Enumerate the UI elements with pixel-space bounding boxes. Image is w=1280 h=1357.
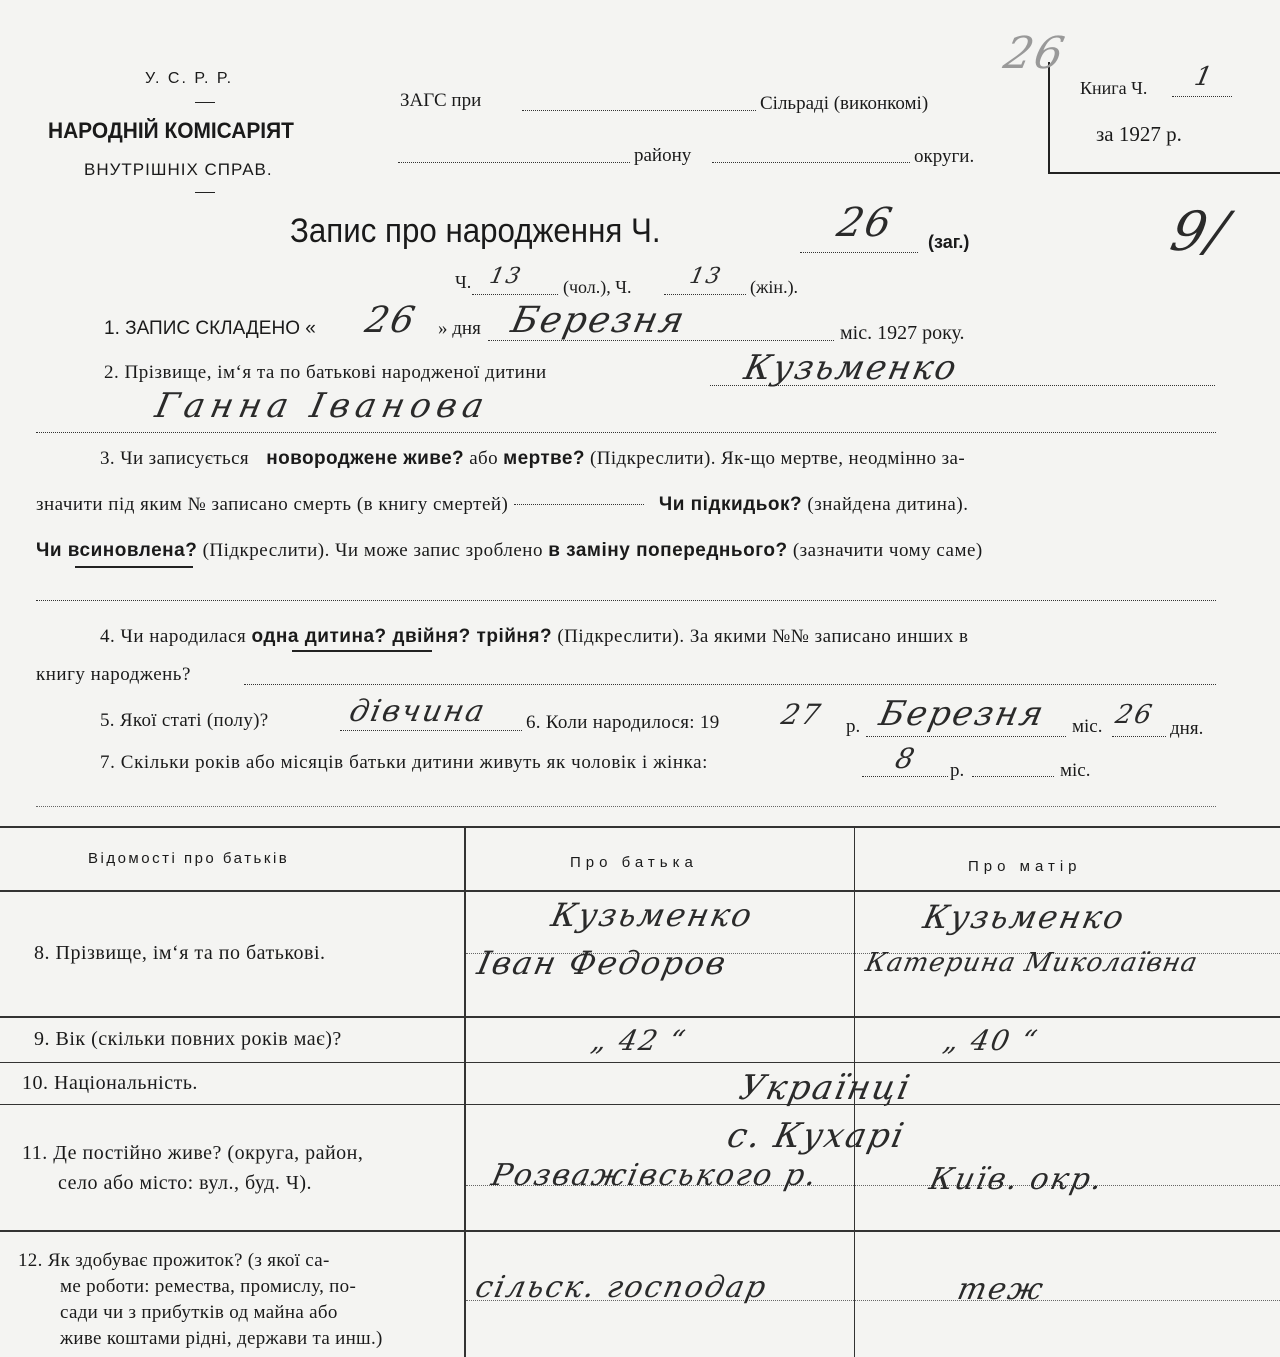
item5-blank — [340, 730, 522, 731]
row12-mother: теж — [954, 1272, 1049, 1307]
male-blank — [472, 294, 558, 295]
item3-blank — [514, 504, 644, 505]
item7-label: 7. Скільки років або місяців батьки дитини живуть як чоловік і жінка: — [100, 752, 709, 773]
row9-mother-age: „ 40 “ — [940, 1024, 1042, 1057]
table-row-border — [0, 1104, 1280, 1105]
row11-district: Розважівського р. — [488, 1158, 822, 1193]
item3-reason-blank — [36, 600, 1216, 601]
item2-name: Ганна Іванова — [151, 386, 494, 426]
zags-blank — [522, 110, 756, 111]
item6-day-blank — [1112, 736, 1166, 737]
male-number: 13 — [487, 264, 525, 289]
female-label: (жін.). — [750, 277, 799, 297]
item3-text: 3. Чи записується — [100, 448, 250, 469]
district-blank — [398, 162, 630, 163]
row8-mother-surname: Кузьменко — [919, 898, 1130, 936]
district-label: району — [634, 145, 692, 166]
table-row-border — [0, 1230, 1280, 1232]
okrug-label: округи. — [914, 146, 975, 167]
item1-prefix: 1. ЗАПИС СКЛАДЕНО « — [104, 318, 316, 339]
col-header-father: Про батька — [570, 854, 698, 871]
commissariat-title: НАРОДНІЙ КОМІСАРІЯТ — [48, 118, 294, 143]
row11-okrug: Київ. окр. — [926, 1162, 1108, 1197]
item3-dead: мертве? — [503, 448, 585, 469]
item5-label: 5. Якої статі (полу)? — [100, 710, 269, 731]
item6-r: р. — [846, 716, 861, 737]
row10-label: 10. Національність. — [22, 1072, 198, 1094]
divider — [195, 192, 215, 193]
item2-name-blank — [36, 432, 1216, 433]
item3-text: значити під яким № записано смерть (в книгу смертей) — [36, 494, 509, 515]
divider — [195, 102, 215, 103]
item4-text: (Підкреслити). За якими №№ записано инших в — [557, 626, 969, 647]
row12-label: 12. Як здобуває прожиток? (з якої са- — [18, 1250, 330, 1271]
zags-suffix: Сільраді (виконкомі) — [760, 93, 929, 114]
record-suffix: (заг.) — [928, 232, 970, 252]
item4-options: одна дитина? двійня? трійня? — [251, 626, 553, 647]
item7-months-blank — [972, 776, 1054, 777]
row10-value: Українці — [735, 1068, 916, 1108]
year-label: за 1927 р. — [1096, 122, 1182, 146]
female-number: 13 — [687, 264, 725, 289]
row12-label: живе коштами рідні, держави та инш.) — [60, 1328, 383, 1349]
item3-text: (зазначити чому саме) — [792, 540, 983, 561]
row11-label: 11. Де постійно живе? (округа, район, — [22, 1142, 364, 1164]
item1-day: 26 — [361, 300, 421, 341]
item1-suffix: міс. 1927 року. — [840, 322, 965, 344]
adopted-underline — [75, 566, 193, 568]
item4-text: книгу народжень? — [36, 664, 191, 685]
zags-prefix: ЗАГС при — [400, 90, 482, 111]
row8-father-name: Іван Федоров — [473, 944, 732, 982]
row11-village: с. Кухарі — [723, 1116, 910, 1156]
record-number-blank — [800, 252, 918, 253]
table-col-divider — [464, 826, 466, 1357]
item6-year: 27 — [778, 698, 826, 731]
col-header-mother: Про матір — [968, 858, 1082, 875]
single-underline — [292, 650, 432, 652]
male-prefix: Ч. — [455, 272, 472, 292]
okrug-blank — [712, 162, 910, 163]
book-box-border — [1048, 172, 1280, 174]
item6-mis: міс. — [1072, 716, 1103, 737]
col-header-info: Відомості про батьків — [88, 850, 290, 867]
item6-month: Березня — [875, 694, 1049, 734]
department-label: ВНУТРІШНІХ СПРАВ. — [84, 160, 273, 179]
row9-label: 9. Вік (скільки повних років має)? — [34, 1028, 342, 1050]
republic-label: У. С. Р. Р. — [145, 70, 234, 87]
item2-surname: Кузьменко — [740, 348, 962, 388]
item3-text: (Підкреслити). Як-що мертве, неодмінно за- — [590, 448, 966, 469]
item5-value: дівчина — [346, 694, 490, 729]
row8-mother-name: Катерина Миколаївна — [862, 948, 1201, 978]
item3-replacement: в заміну попереднього? — [548, 540, 788, 561]
item3-text: (знайдена дитина). — [807, 494, 969, 515]
row12-father: сільск. господар — [472, 1270, 771, 1305]
item2-label: 2. Прізвище, ім‘я та по батькові народженої дитини — [104, 362, 547, 383]
row8-label: 8. Прізвище, ім‘я та по батькові. — [34, 942, 326, 964]
item6-month-blank — [866, 736, 1066, 737]
row8-father-surname: Кузьменко — [547, 896, 758, 934]
item7-years: 8 — [892, 742, 920, 775]
row12-label: сади чи з прибутків од майна або — [60, 1302, 338, 1323]
item6-label: 6. Коли народилося: 19 — [526, 712, 720, 733]
side-mark: 9/ — [1165, 200, 1236, 263]
row12-label: ме роботи: ремества, промислу, по- — [60, 1276, 357, 1297]
item1-month: Березня — [507, 300, 690, 341]
item7-r: р. — [950, 760, 965, 781]
item7-years-blank — [862, 776, 948, 777]
row11-label: село або місто: вул., буд. Ч). — [58, 1172, 313, 1194]
item4-text: 4. Чи народилася — [100, 626, 247, 647]
book-blank — [1172, 96, 1232, 97]
item3-adopted: Чи всиновлена? — [36, 540, 198, 561]
book-value: 1 — [1191, 62, 1217, 92]
item7-mis: міс. — [1060, 760, 1091, 781]
row9-father-age: „ 42 “ — [588, 1024, 690, 1057]
record-title: Запис про народження Ч. — [290, 212, 661, 250]
table-row-border — [0, 1016, 1280, 1018]
item3-alive: новороджене живе? — [266, 448, 465, 469]
item3-foundling: Чи підкидьок? — [658, 494, 803, 515]
item3-or: або — [469, 448, 499, 469]
item6-dnia: дня. — [1170, 718, 1204, 739]
separator — [36, 806, 1216, 807]
book-label: Книга Ч. — [1080, 78, 1148, 98]
male-label: (чол.), Ч. — [563, 277, 632, 297]
table-row-border — [0, 1062, 1280, 1063]
record-number: 26 — [833, 200, 898, 246]
item3-text: (Підкреслити). Чи може запис зроблено — [202, 540, 543, 561]
corner-number: 26 — [999, 28, 1071, 79]
item6-day: 26 — [1112, 700, 1157, 730]
female-blank — [664, 294, 746, 295]
item1-mid: » дня — [438, 318, 481, 339]
table-top-border — [0, 826, 1280, 828]
item4-blank — [244, 684, 1216, 685]
table-header-border — [0, 890, 1280, 892]
